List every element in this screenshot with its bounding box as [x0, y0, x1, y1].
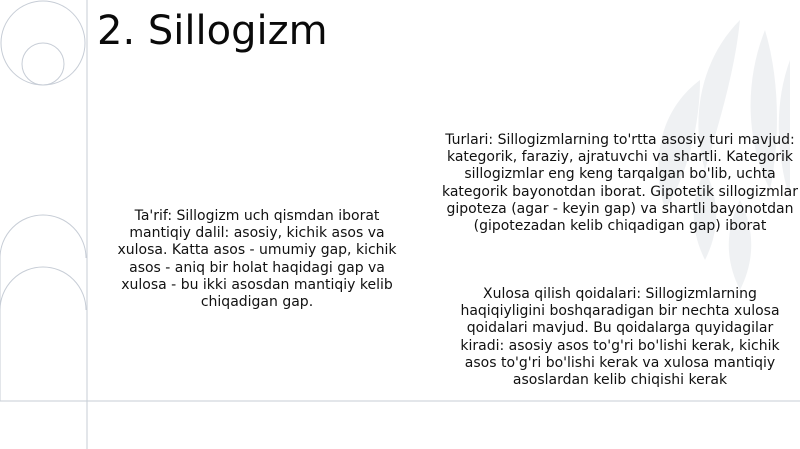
arc-decor-lower — [0, 267, 86, 310]
slide-title: 2. Sillogizm — [97, 8, 328, 54]
definition-paragraph: Ta'rif: Sillogizm uch qismdan iborat mantiqiy dalil: asosiy, kichik asos va xulosa. Katta asos - umumiy gap, kichik asos - aniq bir holat haqidagi gap va xulosa - bu ikki asosdan mantiqiy kelib chiqadigan gap. — [117, 208, 397, 311]
types-paragraph: Turlari: Sillogizmlarning to'rtta asosiy turi mavjud: kategorik, faraziy, ajratuvchi va shartli. Kategorik sillogizmlar eng keng tarqalgan bo'lib, uchta kategorik bayonotdan iborat. Gipotetik sillogizmlar gipoteza (agar - keyin gap) va shartli bayonotdan (gipotezadan kelib chiqadigan gap) iborat — [441, 132, 799, 235]
rules-paragraph: Xulosa qilish qoidalari: Sillogizmlarning haqiqiyligini boshqaradigan bir nechta xulosa qoidalari mavjud. Bu qoidalarga quyidagilar kiradi: asosiy asos to'g'ri bo'lishi kerak, kichik asos to'g'ri bo'lishi kerak va xulosa mantiqiy asoslardan kelib chiqishi kerak — [460, 286, 780, 389]
small-circle-decor — [22, 43, 64, 85]
arc-decor-upper — [0, 215, 86, 258]
